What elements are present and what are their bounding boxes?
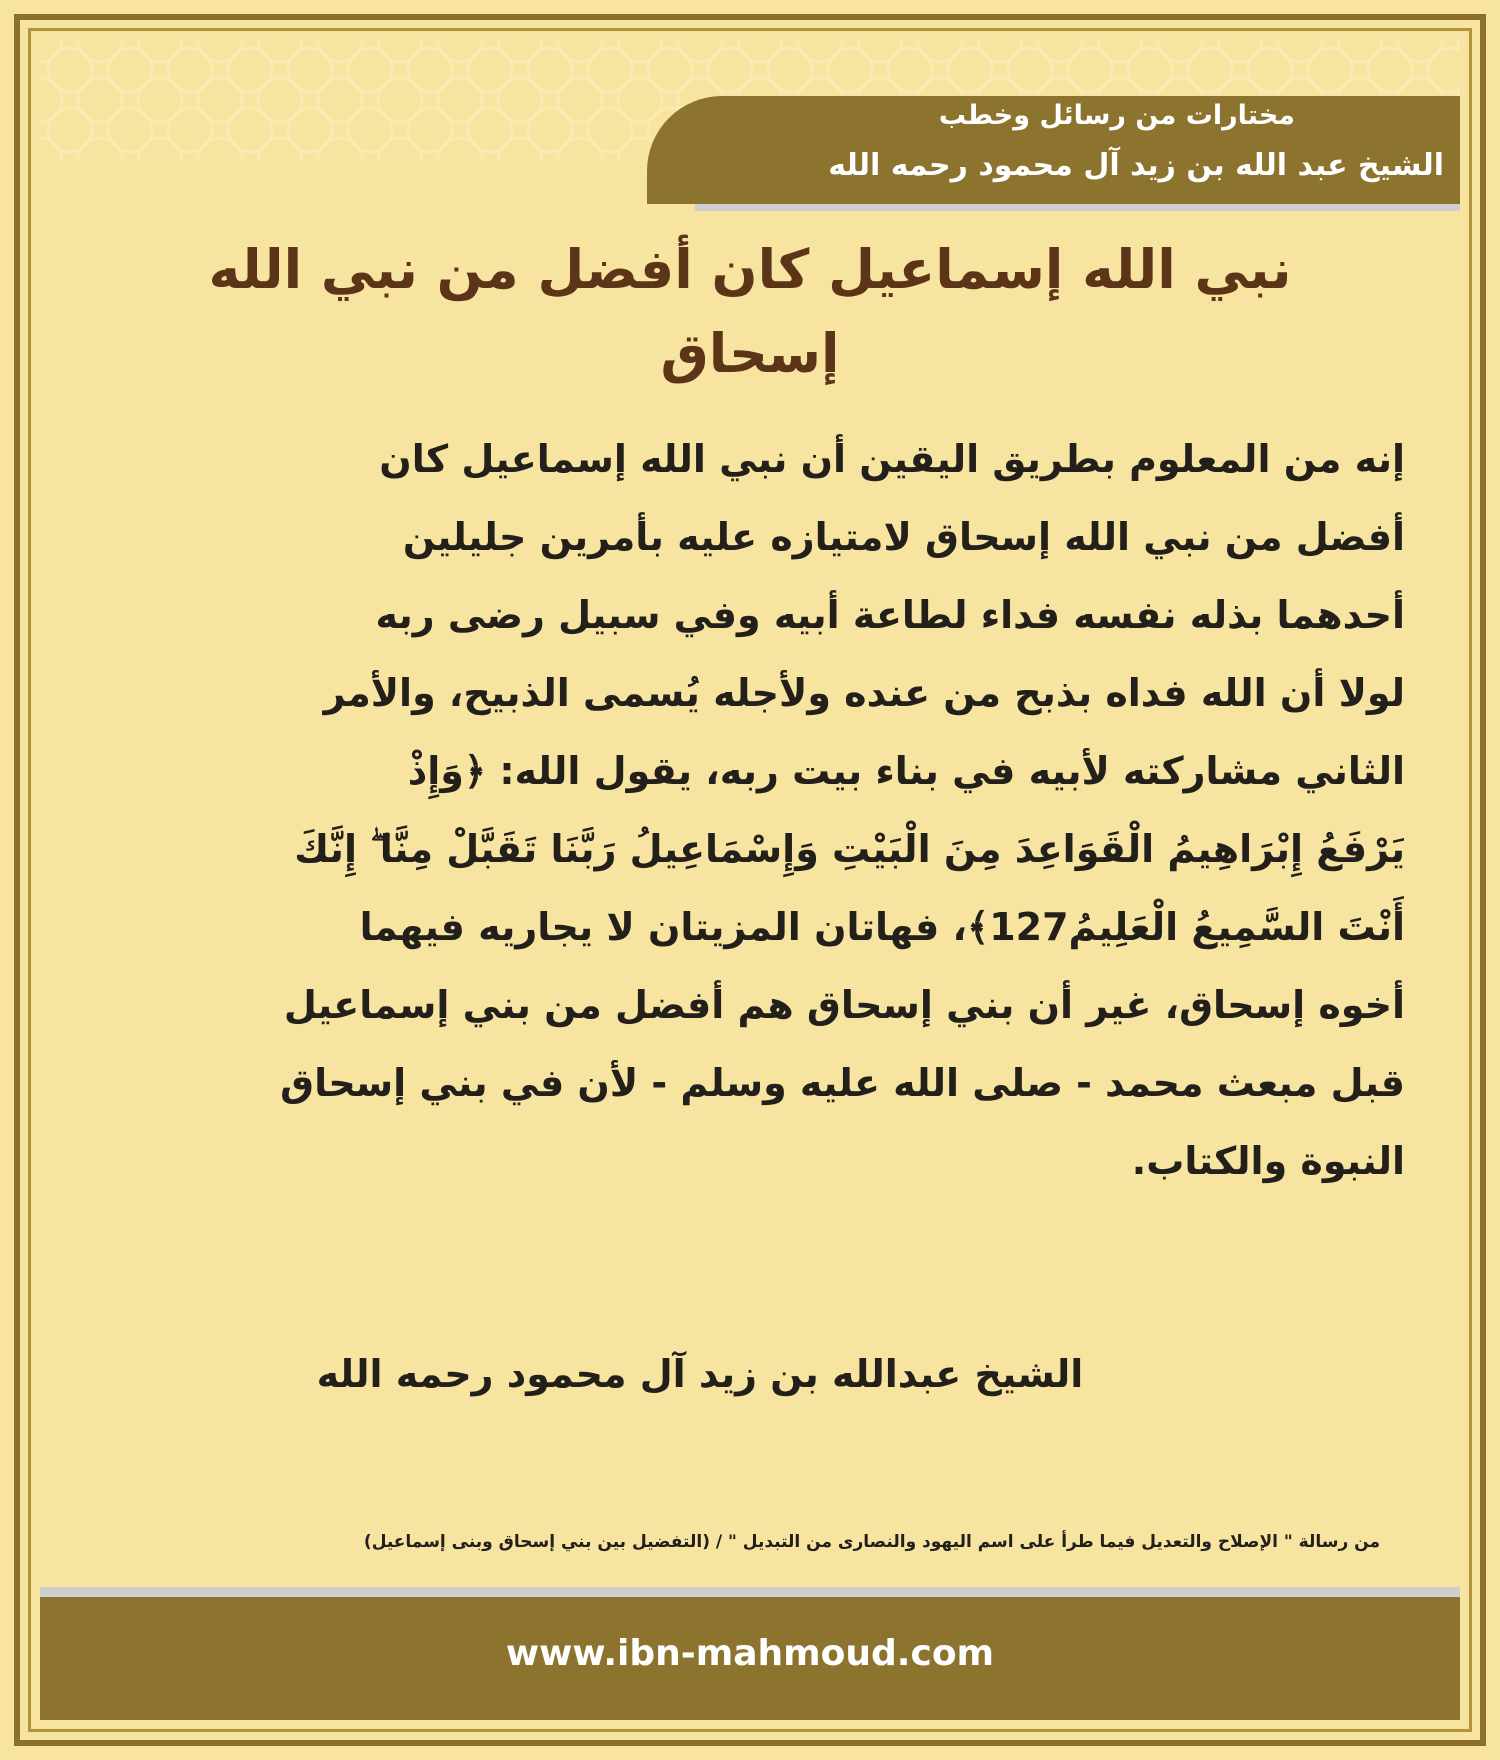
body-line: لولا أن الله فداه بذبح من عنده ولأجله يُسمى الذبيح، والأمر (323, 671, 1405, 715)
header-author: الشيخ عبد الله بن زيد آل محمود رحمه الله (828, 148, 1444, 183)
body-line: الثاني مشاركته لأبيه في بناء بيت ربه، يقول الله: ﴿وَإِذْ (407, 749, 1405, 793)
website-link[interactable]: www.ibn-mahmoud.com (505, 1633, 995, 1674)
body-line: النبوة والكتاب. (1131, 1139, 1405, 1183)
body-line: قبل مبعث محمد - صلى الله عليه وسلم - لأن في بني إسحاق (280, 1061, 1405, 1105)
title-line-2: إسحاق (660, 322, 840, 385)
header-subtitle: مختارات من رسائل وخطب (938, 100, 1295, 131)
footer-divider (40, 1587, 1460, 1597)
signature: الشيخ عبدالله بن زيد آل محمود رحمه الله (316, 1352, 1084, 1396)
body-line: إنه من المعلوم بطريق اليقين أن نبي الله إسماعيل كان (379, 437, 1405, 481)
title-line-1: نبي الله إسماعيل كان أفضل من نبي الله (208, 238, 1292, 301)
source-citation: من رسالة " الإصلاح والتعديل فيما طرأ على اسم اليهود والنصارى من التبديل " / (التفضيل بين بني إسحاق وبنى إسماعيل) (363, 1532, 1380, 1552)
body-paragraph (130, 420, 1405, 1200)
body-line: أحدهما بذله نفسه فداء لطاعة أبيه وفي سبيل رضى ربه (375, 593, 1405, 637)
page-title (110, 228, 1390, 396)
body-line: يَرْفَعُ إِبْرَاهِيمُ الْقَوَاعِدَ مِنَ الْبَيْتِ وَإِسْمَاعِيلُ رَبَّنَا تَقَبَّلْ مِنَّا ۖ إِنَّكَ (294, 827, 1405, 871)
body-line: أخوه إسحاق، غير أن بني إسحاق هم أفضل من بني إسماعيل (283, 983, 1405, 1027)
body-line: أَنْتَ السَّمِيعُ الْعَلِيمُ127﴾، فهاتان المزيتان لا يجاريه فيهما (359, 905, 1405, 949)
body-line: أفضل من نبي الله إسحاق لامتيازه عليه بأمرين جليلين (402, 515, 1405, 559)
